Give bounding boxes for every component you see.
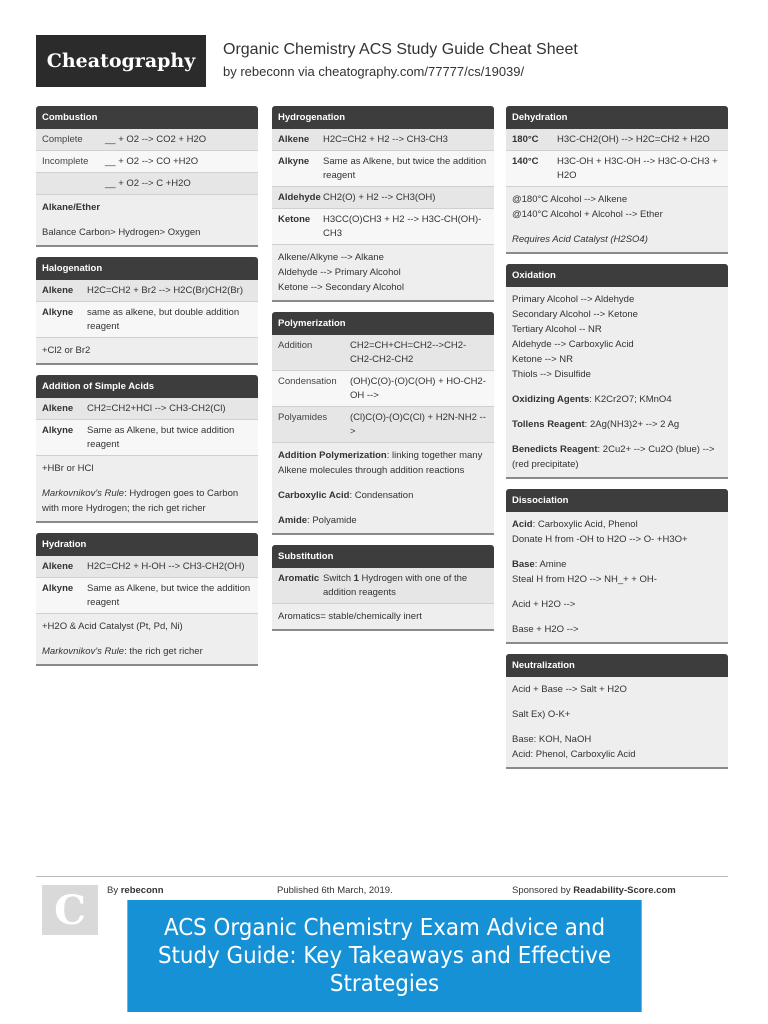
byline[interactable]: by rebeconn via cheatography.com/77777/cs/19039/ (223, 64, 525, 79)
table-row: __ + O2 --> C +H2O (36, 173, 258, 195)
table-row: Condensation (OH)C(O)-(O)C(OH) + HO-CH2-OH --> (272, 371, 494, 407)
section-dissociation (506, 489, 728, 644)
section-note: Addition Polymerization: linking together many Alkene molecules through addition reactions Carboxylic Acid: Condensation Amide: Polyamide (272, 443, 494, 533)
cheatography-logo[interactable]: Cheatography (36, 35, 206, 87)
table-row: Alkyne Same as Alkene, but twice the addition reagent (36, 578, 258, 614)
section-substitution (272, 545, 494, 631)
table-row: Alkyne Same as Alkene, but twice addition reagent (36, 420, 258, 456)
column-1 (36, 106, 258, 676)
section-title: Halogenation (36, 257, 258, 280)
table-row: Aldehyde CH2(O) + H2 --> CH3(OH) (272, 187, 494, 209)
section-note: +H2O & Acid Catalyst (Pt, Pd, Ni) Markovnikov's Rule: the rich get richer (36, 614, 258, 664)
column-2 (272, 106, 494, 641)
section-title: Substitution (272, 545, 494, 568)
section-note: +Cl2 or Br2 (36, 338, 258, 363)
table-row: Alkene H2C=CH2 + H-OH --> CH3-CH2(OH) (36, 556, 258, 578)
table-row: Alkyne same as alkene, but double addition reagent (36, 302, 258, 338)
cheatography-footer-logo[interactable]: C (42, 885, 98, 935)
article-title-banner: ACS Organic Chemistry Exam Advice and Study Guide: Key Takeaways and Effective Strategies (127, 900, 641, 1012)
table-row: Alkene CH2=CH2+HCl --> CH3-CH2(Cl) (36, 398, 258, 420)
section-polymerization (272, 312, 494, 535)
section-note: Aromatics= stable/chemically inert (272, 604, 494, 629)
column-3 (506, 106, 728, 779)
header (36, 35, 736, 90)
section-hydration (36, 533, 258, 666)
section-title: Neutralization (506, 654, 728, 677)
author-link[interactable]: rebeconn (120, 885, 164, 896)
section-note: Primary Alcohol --> Aldehyde Secondary Alcohol --> Ketone Tertiary Alcohol -- NR Aldehyde --> Carboxylic Acid Ketone --> NR Thiols --> Disulfide Oxidizing Agents: K2Cr2O7; KMnO4 Tollens Reagent: 2Ag(NH3)2+ --> 2 Ag Benedicts Reagent: 2Cu2+ --> Cu2O (blue) --> (red precipitate) (506, 287, 728, 477)
section-note: Acid: Carboxylic Acid, Phenol Donate H from -OH to H2O --> O- +H3O+ Base: Amine Steal H from H2O --> NH_+ + OH- Acid + H2O --> Base + H2O --> (506, 512, 728, 642)
table-row: Alkene H2C=CH2 + Br2 --> H2C(Br)CH2(Br) (36, 280, 258, 302)
section-combustion (36, 106, 258, 247)
table-row: Alkyne Same as Alkene, but twice the addition reagent (272, 151, 494, 187)
section-title: Hydrogenation (272, 106, 494, 129)
section-title: Combustion (36, 106, 258, 129)
table-row: Incomplete __ + O2 --> CO +H2O (36, 151, 258, 173)
section-note: +HBr or HCl Markovnikov's Rule: Hydrogen goes to Carbon with more Hydrogen; the rich get richer (36, 456, 258, 521)
footer-sponsor: Sponsored by Readability-Score.com (512, 885, 676, 896)
table-row: Addition CH2=CH+CH=CH2-->CH2-CH2-CH2-CH2 (272, 335, 494, 371)
section-note: Alkene/Alkyne --> Alkane Aldehyde --> Primary Alcohol Ketone --> Secondary Alcohol (272, 245, 494, 300)
section-halogenation (36, 257, 258, 365)
section-title: Addition of Simple Acids (36, 375, 258, 398)
page-title: Organic Chemistry ACS Study Guide Cheat Sheet (223, 41, 578, 58)
table-row: Aromatic Switch 1 Hydrogen with one of the addition reagents (272, 568, 494, 604)
section-title: Oxidation (506, 264, 728, 287)
table-row: 180°C H3C-CH2(OH) --> H2C=CH2 + H2O (506, 129, 728, 151)
section-title: Hydration (36, 533, 258, 556)
section-dehydration (506, 106, 728, 254)
section-title: Polymerization (272, 312, 494, 335)
section-note: Alkane/Ether Balance Carbon> Hydrogen> Oxygen (36, 195, 258, 245)
footer-author: By rebeconn (107, 885, 164, 896)
section-hydrogenation (272, 106, 494, 302)
section-neutralization (506, 654, 728, 769)
section-note: Acid + Base --> Salt + H2O Salt Ex) O-K+ Base: KOH, NaOH Acid: Phenol, Carboxylic Acid (506, 677, 728, 767)
table-row: 140°C H3C-OH + H3C-OH --> H3C-O-CH3 + H2O (506, 151, 728, 187)
table-row: Ketone H3CC(O)CH3 + H2 --> H3C-CH(OH)-CH3 (272, 209, 494, 245)
section-note: @180°C Alcohol --> Alkene @140°C Alcohol + Alcohol --> Ether Requires Acid Catalyst (H2SO4) (506, 187, 728, 252)
footer-published: Published 6th March, 2019. (277, 885, 393, 896)
section-title: Dehydration (506, 106, 728, 129)
section-title: Dissociation (506, 489, 728, 512)
section-oxidation (506, 264, 728, 479)
table-row: Polyamides (Cl)C(O)-(O)C(Cl) + H2N-NH2 --> (272, 407, 494, 443)
table-row: Alkene H2C=CH2 + H2 --> CH3-CH3 (272, 129, 494, 151)
sponsor-link[interactable]: Readability-Score.com (573, 885, 676, 896)
table-row: Complete __ + O2 --> CO2 + H2O (36, 129, 258, 151)
section-simple-acids (36, 375, 258, 523)
